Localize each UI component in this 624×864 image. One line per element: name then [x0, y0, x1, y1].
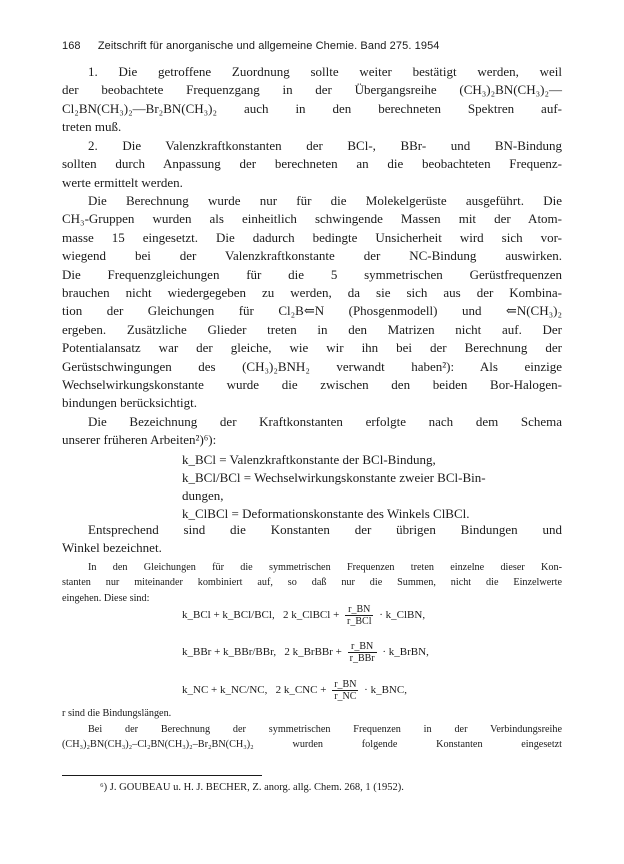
- text-line: Wechselwirkungskonstante wurde die zwischen den beiden Bor-Halogen-: [62, 376, 562, 392]
- page-number: 168: [62, 40, 81, 52]
- eq-term: · k_ClBN,: [379, 609, 426, 622]
- definition-line: k_BCl = Valenzkraftkonstante der BCl-Bindung,: [182, 452, 436, 467]
- fraction-numerator: r_BN: [345, 604, 373, 616]
- text-line: der beobachtete Frequenzgang in der Übergangsreihe (CH₃)₂BN(CH₃)₂—: [62, 82, 562, 98]
- paragraph-2: [62, 137, 562, 192]
- text-line: stanten nur miteinander kombiniert auf, so daß nur die Summen, nicht die Einzelwerte: [62, 577, 562, 589]
- footnote-rule: [62, 775, 262, 776]
- text-line: masse 15 eingesetzt. Die dadurch bedingte Unsicherheit wird sich vor-: [62, 229, 562, 245]
- fraction: [332, 679, 358, 702]
- text-line: Winkel bezeichnet.: [62, 540, 162, 556]
- running-header: [62, 40, 562, 52]
- text-line: wiegend bei der Valenzkraftkonstante der NC-Bindung auswirken.: [62, 248, 562, 264]
- paragraph-5: [62, 521, 562, 558]
- bond-length-note: [62, 706, 562, 721]
- text-line: Gerüstschwingungen des (CH₃)₂BNH₂ verwandt haben²): Als einzige: [62, 358, 562, 374]
- eq-term: 2 k_BrBBr +: [284, 646, 342, 659]
- journal-title: Zeitschrift für anorganische und allgemeine Chemie. Band 275. 1954: [97, 40, 440, 52]
- text-line: 2. Die Valenzkraftkonstanten der BCl-, BBr- und BN-Bindung: [88, 138, 562, 153]
- text-line: Die Frequenzgleichungen für die 5 symmetrischen Gerüstfrequenzen: [62, 266, 562, 282]
- eq-term: k_BBr + k_BBr/BBr,: [182, 646, 277, 659]
- text-line: brauchen nicht wiedergegeben zu werden, da sie sich aus der Kombina-: [62, 284, 562, 300]
- text-line: unserer früheren Arbeiten²)⁶):: [62, 432, 217, 448]
- paragraph-1: [62, 63, 562, 137]
- equation-2: [182, 641, 429, 664]
- text-line: Cl₂BN(CH₃)₂—Br₂BN(CH₃)₂ auch in den berechneten Spektren auf-: [62, 100, 562, 116]
- text-line: bindungen berücksichtigt.: [62, 395, 198, 411]
- equation-3: [182, 679, 407, 702]
- text-line: In den Gleichungen für die symmetrischen Frequenzen treten einzelne dieser Kon-: [88, 562, 562, 573]
- text-line: 1. Die getroffene Zuordnung sollte weiter bestätigt werden, weil: [88, 64, 562, 79]
- definition-line: k_ClBCl = Deformationskonstante des Winkels ClBCl.: [182, 506, 470, 521]
- fraction: [348, 641, 377, 664]
- fraction-denominator: r_BCl: [347, 616, 372, 627]
- text-line: r sind die Bindungslängen.: [62, 708, 172, 719]
- equation-1: [182, 604, 425, 627]
- fraction-denominator: r_BBr: [349, 653, 375, 664]
- eq-term: k_BCl + k_BCl/BCl,: [182, 609, 275, 622]
- text-line: eingehen. Diese sind:: [62, 592, 150, 604]
- text-line: Die Bezeichnung der Kraftkonstanten erfolgte nach dem Schema: [88, 414, 562, 429]
- text-line: sollten durch Anpassung der berechneten an die beobachteten Frequenz-: [62, 156, 562, 172]
- small-paragraph: [62, 560, 562, 606]
- text-line: tion der Gleichungen für Cl₂B⇐N (Phosgenmodell) und ⇐N(CH₃)₂: [62, 303, 562, 319]
- eq-term: k_NC + k_NC/NC,: [182, 684, 268, 697]
- text-line: Entsprechend sind die Konstanten der übrigen Bindungen und: [88, 522, 562, 537]
- definition-line: k_BCl/BCl = Wechselwirkungskonstante zweier BCl-Bin-: [182, 470, 486, 485]
- paragraph-4: [62, 413, 562, 450]
- text-line: Potentialansatz war der gleiche, wie wir ihn bei der Berechnung der: [62, 340, 562, 356]
- fraction-numerator: r_BN: [348, 641, 377, 653]
- text-line: (CH₃)₂BN(CH₃)₂–Cl₂BN(CH₃)₂–Br₂BN(CH₃)₂ wurden folgende Konstanten eingesetzt: [62, 739, 562, 751]
- fraction: [345, 604, 373, 627]
- paragraph-3: [62, 192, 562, 413]
- small-paragraph-2: [62, 722, 562, 753]
- text-line: ergeben. Zusätzliche Glieder treten in den Matrizen nicht auf. Der: [62, 321, 562, 337]
- definition-line: dungen,: [182, 488, 224, 503]
- text-line: Bei der Berechnung der symmetrischen Frequenzen in der Verbindungsreihe: [88, 724, 562, 735]
- eq-term: · k_BNC,: [364, 684, 407, 697]
- text-line: CH₃-Gruppen wurden als einheitlich schwingende Massen mit der Atom-: [62, 211, 562, 227]
- footnote: ⁶) J. GOUBEAU u. H. J. BECHER, Z. anorg. allg. Chem. 268, 1 (1952).: [100, 782, 404, 793]
- text-line: treten muß.: [62, 119, 122, 135]
- eq-term: 2 k_CNC +: [275, 684, 327, 697]
- fraction-denominator: r_NC: [334, 691, 357, 702]
- text-line: werte ermittelt werden.: [62, 174, 183, 190]
- eq-term: 2 k_ClBCl +: [282, 609, 340, 622]
- fraction-numerator: r_BN: [334, 679, 357, 690]
- text-line: Die Berechnung wurde nur für die Molekelgerüste ausgeführt. Die: [88, 193, 562, 208]
- definition-list: [182, 451, 486, 523]
- eq-term: · k_BrBN,: [382, 646, 429, 659]
